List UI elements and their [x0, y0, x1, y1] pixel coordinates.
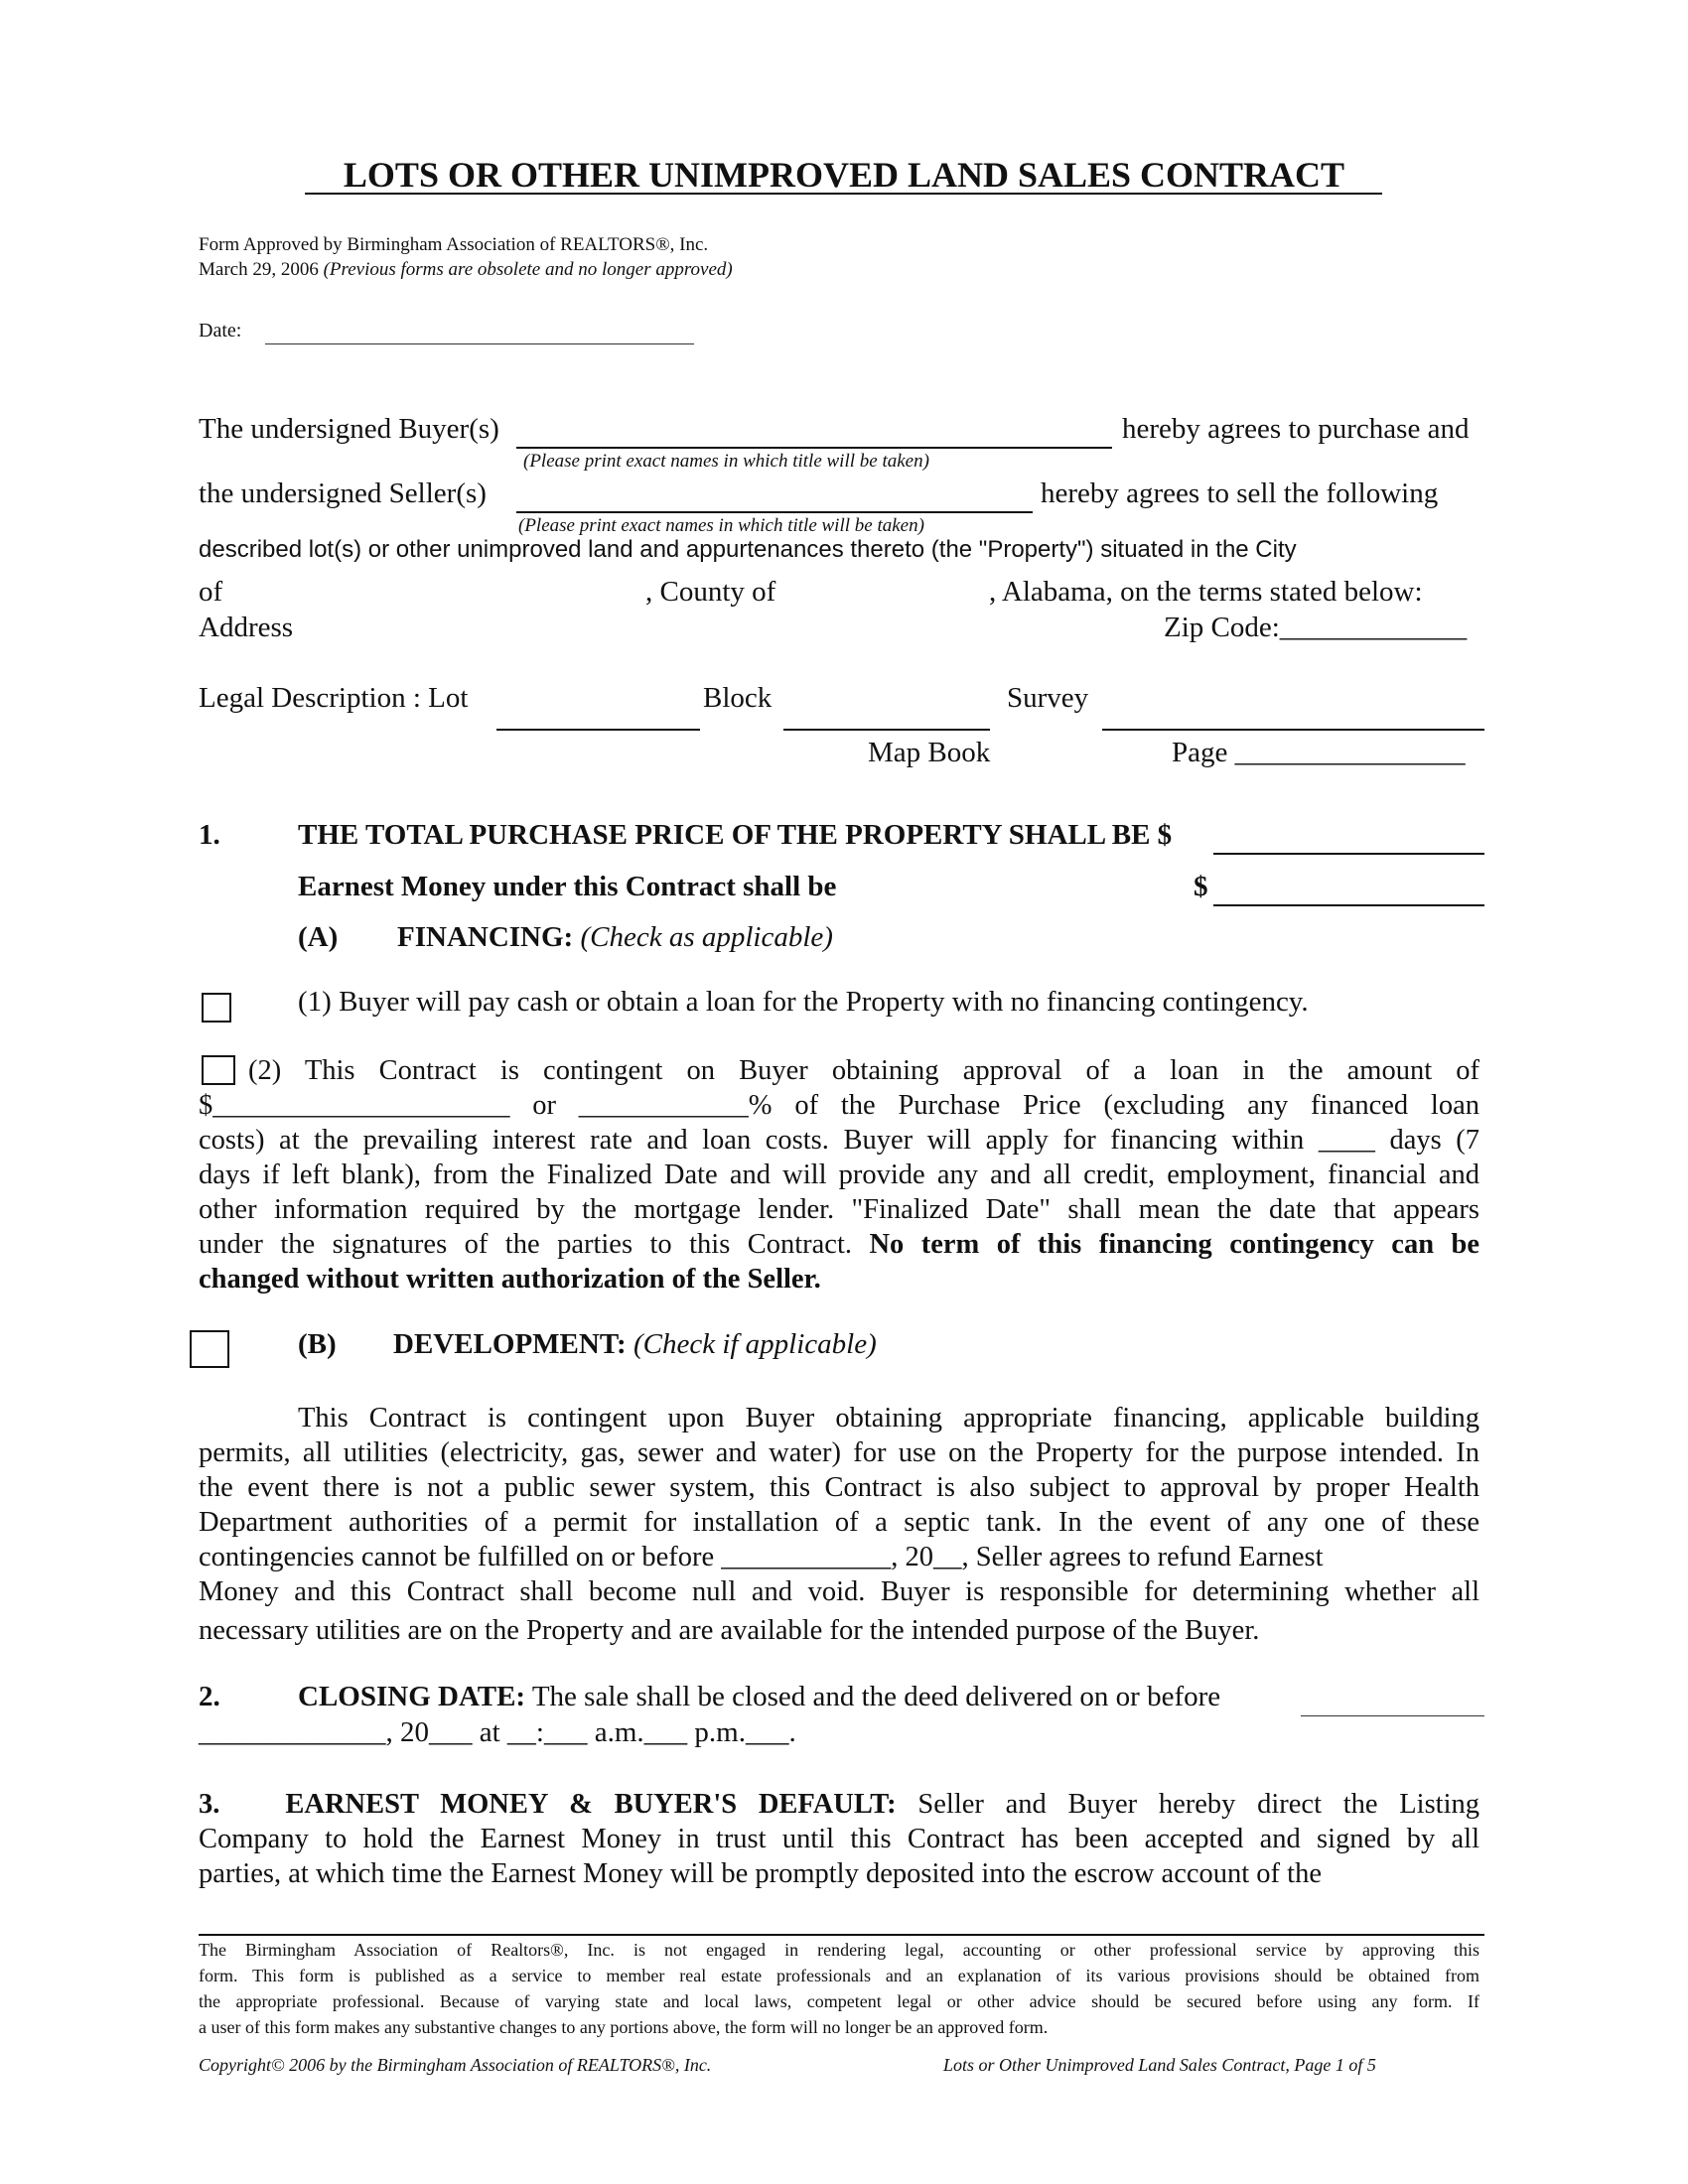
date-field[interactable]	[265, 343, 694, 344]
map-book-label: Map Book	[868, 737, 991, 768]
footer-page-ref: Lots or Other Unimproved Land Sales Contract, Page 1 of 5	[943, 2055, 1376, 2075]
disclaimer-line: the appropriate professional. Because of varying state and local laws, competent legal or other advice should be secured before using any form. If	[199, 1991, 1479, 2011]
closing-date-heading: CLOSING DATE:	[298, 1681, 526, 1712]
legal-description-label: Legal Description : Lot	[199, 682, 469, 714]
dev-line: Money and this Contract shall become null and void. Buyer is responsible for determining whether all	[199, 1576, 1479, 1607]
title-underline	[305, 193, 1382, 195]
approval-note: (Previous forms are obsolete and no longer approved)	[323, 259, 733, 280]
survey-label: Survey	[1007, 682, 1089, 714]
section-2-number: 2.	[199, 1681, 220, 1712]
financing-option-2-text	[199, 1053, 1479, 1297]
financing-heading-row	[397, 921, 833, 954]
section-1-number: 1.	[199, 819, 220, 851]
disclaimer-line: a user of this form makes any substantive changes to any portions above, the form will no longer be an approved form.	[199, 2017, 1049, 2037]
lot-field[interactable]	[496, 729, 700, 731]
development-paragraph	[199, 1401, 1479, 1648]
development-heading-row	[393, 1328, 877, 1361]
approval-line: Form Approved by Birmingham Association of REALTORS®, Inc.	[199, 234, 709, 255]
section-3-paragraph	[199, 1787, 1479, 1891]
section-3-line: Company to hold the Earnest Money in trust until this Contract has been accepted and signed by all	[199, 1824, 1479, 1854]
financing-row	[298, 921, 338, 954]
section-3-line: parties, at which time the Earnest Money will be promptly deposited into the escrow account of the	[199, 1858, 1322, 1889]
seller-label: the undersigned Seller(s)	[199, 478, 487, 509]
earnest-default-heading: EARNEST MONEY & BUYER'S DEFAULT:	[285, 1789, 897, 1820]
page-field[interactable]: Page ________________	[1172, 737, 1466, 768]
purchase-price-field[interactable]	[1213, 853, 1484, 855]
dev-line: necessary utilities are on the Property and are available for the intended purpose of the Buyer.	[199, 1615, 1260, 1646]
property-description: described lot(s) or other unimproved land and appurtenances thereto (the "Property") situated in the City	[199, 536, 1297, 563]
closing-date-text: The sale shall be closed and the deed delivered on or before	[531, 1681, 1221, 1712]
footer-disclaimer	[199, 1937, 1479, 2040]
disclaimer-line: The Birmingham Association of Realtors®, Inc. is not engaged in rendering legal, accounting or other professional service by approving this	[199, 1940, 1479, 1960]
survey-field[interactable]	[1102, 729, 1484, 731]
seller-tail: hereby agrees to sell the following	[1041, 478, 1439, 509]
buyer-tail: hereby agrees to purchase and	[1122, 413, 1470, 445]
option-2-line-text: under the signatures of the parties to this Contract.	[199, 1229, 853, 1260]
approval-date-line	[199, 259, 733, 281]
earnest-money-label: Earnest Money under this Contract shall be	[298, 871, 837, 902]
financing-check-note: (Check as applicable)	[580, 921, 833, 953]
option-2-line: costs) at the prevailing interest rate and loan costs. Buyer will apply for financing within ____ days (7	[199, 1125, 1479, 1156]
page-title: LOTS OR OTHER UNIMPROVED LAND SALES CONTRACT	[343, 155, 1345, 195]
financing-option-1-checkbox[interactable]	[202, 993, 231, 1023]
approval-date: March 29, 2006	[199, 259, 319, 280]
dev-line: contingencies cannot be fulfilled on or before ____________, 20__, Seller agrees to refund Earnest	[199, 1542, 1324, 1572]
financing-a-label: (A)	[298, 921, 339, 953]
financing-heading: FINANCING:	[397, 921, 574, 953]
closing-date-row	[298, 1681, 1220, 1713]
development-checkbox[interactable]	[190, 1330, 229, 1368]
county-label: , County of	[645, 576, 776, 608]
dev-line: permits, all utilities (electricity, gas, sewer and water) for use on the Property for the purpose intended. In	[199, 1437, 1479, 1468]
footer-copyright: Copyright© 2006 by the Birmingham Association of REALTORS®, Inc.	[199, 2055, 712, 2075]
earnest-dollar-sign: $	[1194, 871, 1208, 902]
option-2-line: other information required by the mortgage lender. "Finalized Date" shall mean the date that appears	[199, 1194, 1479, 1225]
buyer-name-field[interactable]	[516, 447, 1112, 449]
option-2-line: $_____________________ or ____________% of the Purchase Price (excluding any financed loan	[199, 1090, 1479, 1121]
closing-date-field[interactable]	[1301, 1715, 1484, 1716]
development-check-note: (Check if applicable)	[633, 1328, 877, 1360]
buyer-print-note: (Please print exact names in which title will be taken)	[523, 451, 929, 472]
financing-option-1-text: (1) Buyer will pay cash or obtain a loan for the Property with no financing contingency.	[298, 986, 1309, 1018]
seller-name-field[interactable]	[516, 511, 1033, 513]
disclaimer-line: form. This form is published as a service to member real estate professionals and an explanation of its various provisions should be obtained from	[199, 1966, 1479, 1985]
development-b-label: (B)	[298, 1328, 337, 1360]
address-label: Address	[199, 612, 294, 643]
section-3-line: Seller and Buyer hereby direct the Listing	[917, 1789, 1480, 1820]
city-of-label: of	[199, 576, 223, 608]
closing-date-time-line[interactable]: _____________, 20___ at __:___ a.m.___ p.m.___.	[199, 1716, 796, 1748]
section-3-number: 3.	[199, 1789, 220, 1820]
option-2-bold-b: changed without written authorization of the Seller.	[199, 1264, 821, 1295]
dev-line: the event there is not a public sewer system, this Contract is also subject to approval by proper Health	[199, 1472, 1479, 1503]
buyer-label: The undersigned Buyer(s)	[199, 413, 499, 445]
option-2-line	[199, 1227, 1479, 1262]
block-label: Block	[703, 682, 773, 714]
date-label: Date:	[199, 320, 242, 341]
dev-line: This Contract is contingent upon Buyer obtaining appropriate financing, applicable building	[298, 1403, 1479, 1433]
dev-line: Department authorities of a permit for installation of a septic tank. In the event of any one of these	[199, 1507, 1479, 1538]
seller-print-note: (Please print exact names in which title will be taken)	[518, 515, 924, 536]
purchase-price-heading: THE TOTAL PURCHASE PRICE OF THE PROPERTY SHALL BE $	[298, 819, 1173, 851]
section-3-first-line	[199, 1787, 1479, 1822]
option-2-line: days if left blank), from the Finalized Date and will provide any and all credit, employment, financial and	[199, 1160, 1479, 1190]
development-heading: DEVELOPMENT:	[393, 1328, 627, 1360]
zip-code-field[interactable]: Zip Code:_____________	[1164, 612, 1468, 643]
earnest-money-field[interactable]	[1213, 904, 1484, 906]
alabama-label: , Alabama, on the terms stated below:	[989, 576, 1423, 608]
footer-divider	[199, 1934, 1484, 1936]
option-2-line: (2) This Contract is contingent on Buyer obtaining approval of a loan in the amount of	[248, 1055, 1479, 1086]
option-2-bold-a: No term of this financing contingency can be	[869, 1229, 1480, 1260]
block-field[interactable]	[783, 729, 990, 731]
